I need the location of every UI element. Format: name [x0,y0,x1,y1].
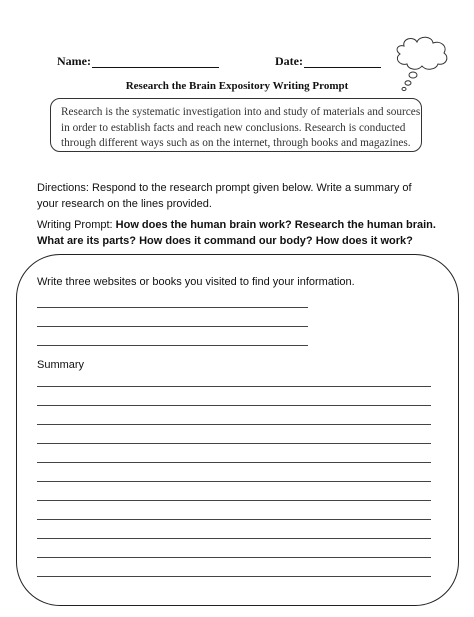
summary-line[interactable] [37,538,431,539]
definition-line: through different ways such as on the internet, through books and magazines. [61,137,411,149]
definition-line: Research is the systematic investigation into and study of materials and sources [61,106,421,118]
directions [37,180,447,212]
date-field[interactable] [304,67,381,68]
summary-line[interactable] [37,386,431,387]
source-line[interactable] [37,307,308,308]
prompt-question-1: How does the human brain work? Research the human brain. [115,219,436,231]
summary-line[interactable] [37,500,431,501]
source-line[interactable] [37,326,308,327]
source-line[interactable] [37,345,308,346]
page-title: Research the Brain Expository Writing Prompt [125,80,349,92]
summary-line[interactable] [37,481,431,482]
sources-label: Write three websites or books you visited to find your information. [37,276,355,288]
summary-line[interactable] [37,519,431,520]
summary-line[interactable] [37,576,431,577]
definition-box [50,98,422,152]
summary-line[interactable] [37,405,431,406]
summary-line[interactable] [37,557,431,558]
summary-line[interactable] [37,424,431,425]
name-label: Name: [57,54,91,68]
summary-line[interactable] [37,443,431,444]
directions-line: Directions: Respond to the research prompt given below. Write a summary of [37,182,412,194]
writing-prompt [37,217,457,249]
definition-line: in order to establish facts and reach new conclusions. Research is conducted [61,121,406,134]
prompt-question-2: What are its parts? How does it command our body? How does it work? [37,235,413,247]
directions-line: your research on the lines provided. [37,198,212,210]
prompt-label: Writing Prompt: [37,219,116,231]
date-label: Date: [275,54,303,68]
summary-label: Summary [37,359,85,371]
name-field[interactable] [92,67,219,68]
summary-line[interactable] [37,462,431,463]
